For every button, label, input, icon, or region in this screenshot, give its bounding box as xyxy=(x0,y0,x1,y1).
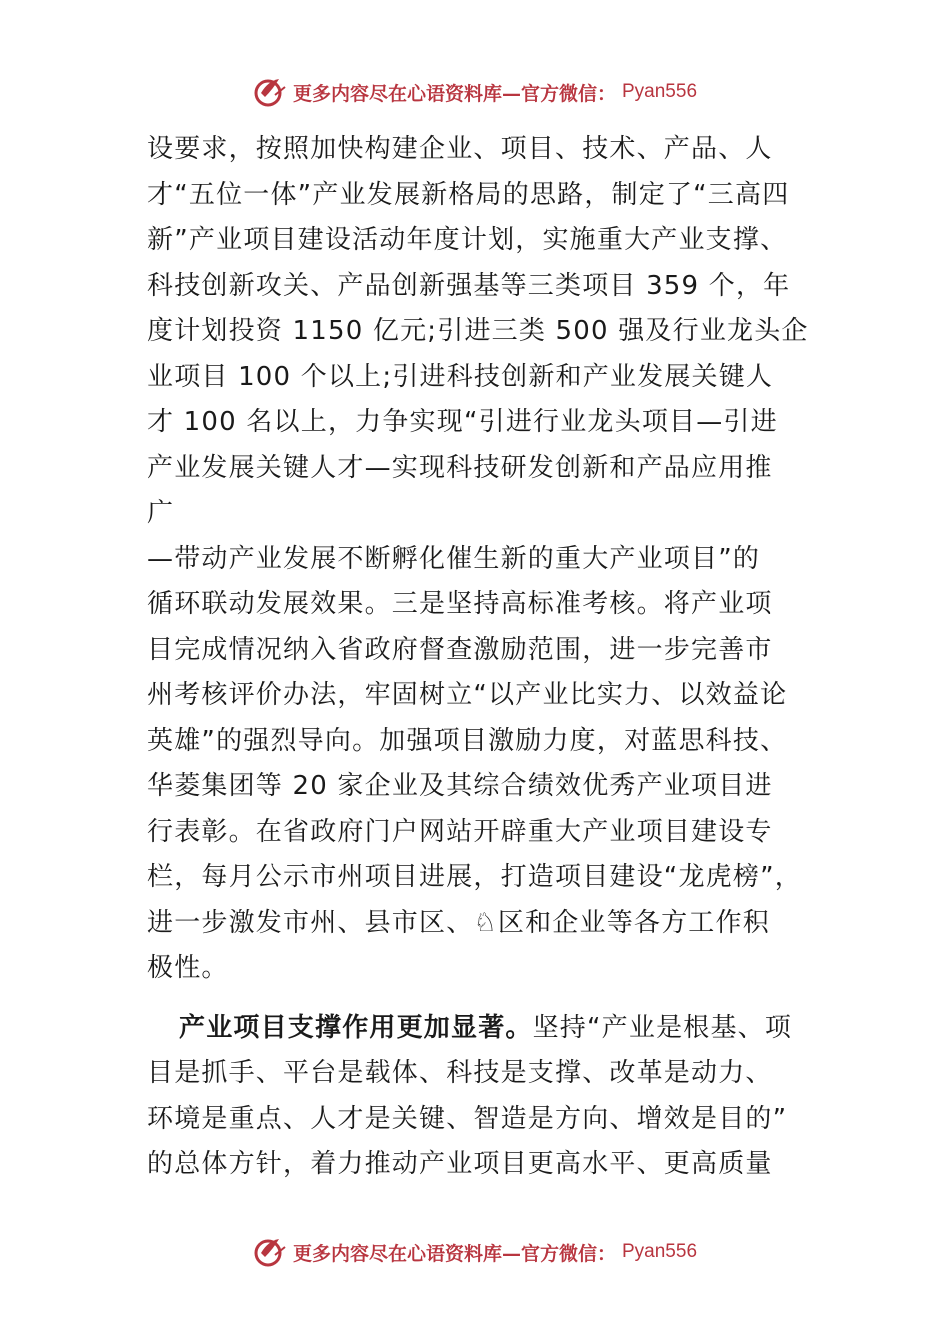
text-line: 科技创新攻关、产品创新强基等三类项目 359 个，年 xyxy=(147,270,791,301)
text-line: 的总体方针，着力推动产业项目更高水平、更高质量 xyxy=(147,1149,773,1179)
paragraph-gap xyxy=(147,992,815,1006)
paragraph-heading: 产业项目支撑作用更加显著。 xyxy=(179,1012,533,1043)
banner-contact: Pyan556 xyxy=(622,81,698,102)
text-line: 业项目 100 个以上;引进科技创新和产业发展关键人 xyxy=(147,361,774,392)
footer-watermark xyxy=(0,1232,950,1272)
logo-icon xyxy=(253,1235,287,1269)
text-line: 州考核评价办法，牢固树立“以产业比实力、以效益论 xyxy=(147,680,788,710)
text-line: 循环联动发展效果。三是坚持高标准考核。将产业项 xyxy=(147,589,773,619)
text-line: 进一步激发市州、县市区、♘区和企业等各方工作积 xyxy=(147,907,770,938)
text-line: 坚持“产业是根基、项 xyxy=(532,1012,793,1043)
text-line: 目是抓手、平台是载体、科技是支撑、改革是动力、 xyxy=(147,1058,773,1088)
text-line: 环境是重点、人才是关键、智造是方向、增效是目的” xyxy=(147,1103,788,1134)
document-body xyxy=(147,127,815,1188)
text-line: 设要求，按照加快构建企业、项目、技术、产品、人 xyxy=(147,134,773,164)
logo-icon xyxy=(253,75,287,109)
text-line: 广 xyxy=(147,498,175,528)
text-line: 华菱集团等 20 家企业及其综合绩效优秀产业项目进 xyxy=(147,771,773,801)
text-line: 英雄”的强烈导向。加强项目激励力度，对蓝思科技、 xyxy=(147,725,788,756)
text-line: 度计划投资 1150 亿元;引进三类 500 强及行业龙头企 xyxy=(147,316,809,346)
text-line: 产业发展关键人才—实现科技研发创新和产品应用推 xyxy=(147,452,773,483)
paragraph-2-first-line xyxy=(147,1006,815,1052)
text-line: 行表彰。在省政府门户网站开辟重大产业项目建设专 xyxy=(147,816,773,847)
banner-contact: Pyan556 xyxy=(622,1241,698,1262)
text-line: 目完成情况纳入省政府督查激励范围，进一步完善市 xyxy=(147,634,773,665)
text-line: 栏，每月公示市州项目进展，打造项目建设“龙虎榜”， xyxy=(147,862,802,892)
text-line: 极性。 xyxy=(147,953,229,983)
text-line: 新”产业项目建设活动年度计划，实施重大产业支撑、 xyxy=(147,225,788,255)
text-line: 才 100 名以上，力争实现“引进行业龙头项目—引进 xyxy=(147,407,778,437)
banner-text: 更多内容尽在心语资料库—官方微信： xyxy=(292,1242,616,1265)
banner-text: 更多内容尽在心语资料库—官方微信： xyxy=(292,82,616,105)
header-watermark xyxy=(0,72,950,112)
text-line: —带动产业发展不断孵化催生新的重大产业项目”的 xyxy=(147,543,761,574)
text-line: 才“五位一体”产业发展新格局的思路，制定了“三高四 xyxy=(147,179,790,210)
